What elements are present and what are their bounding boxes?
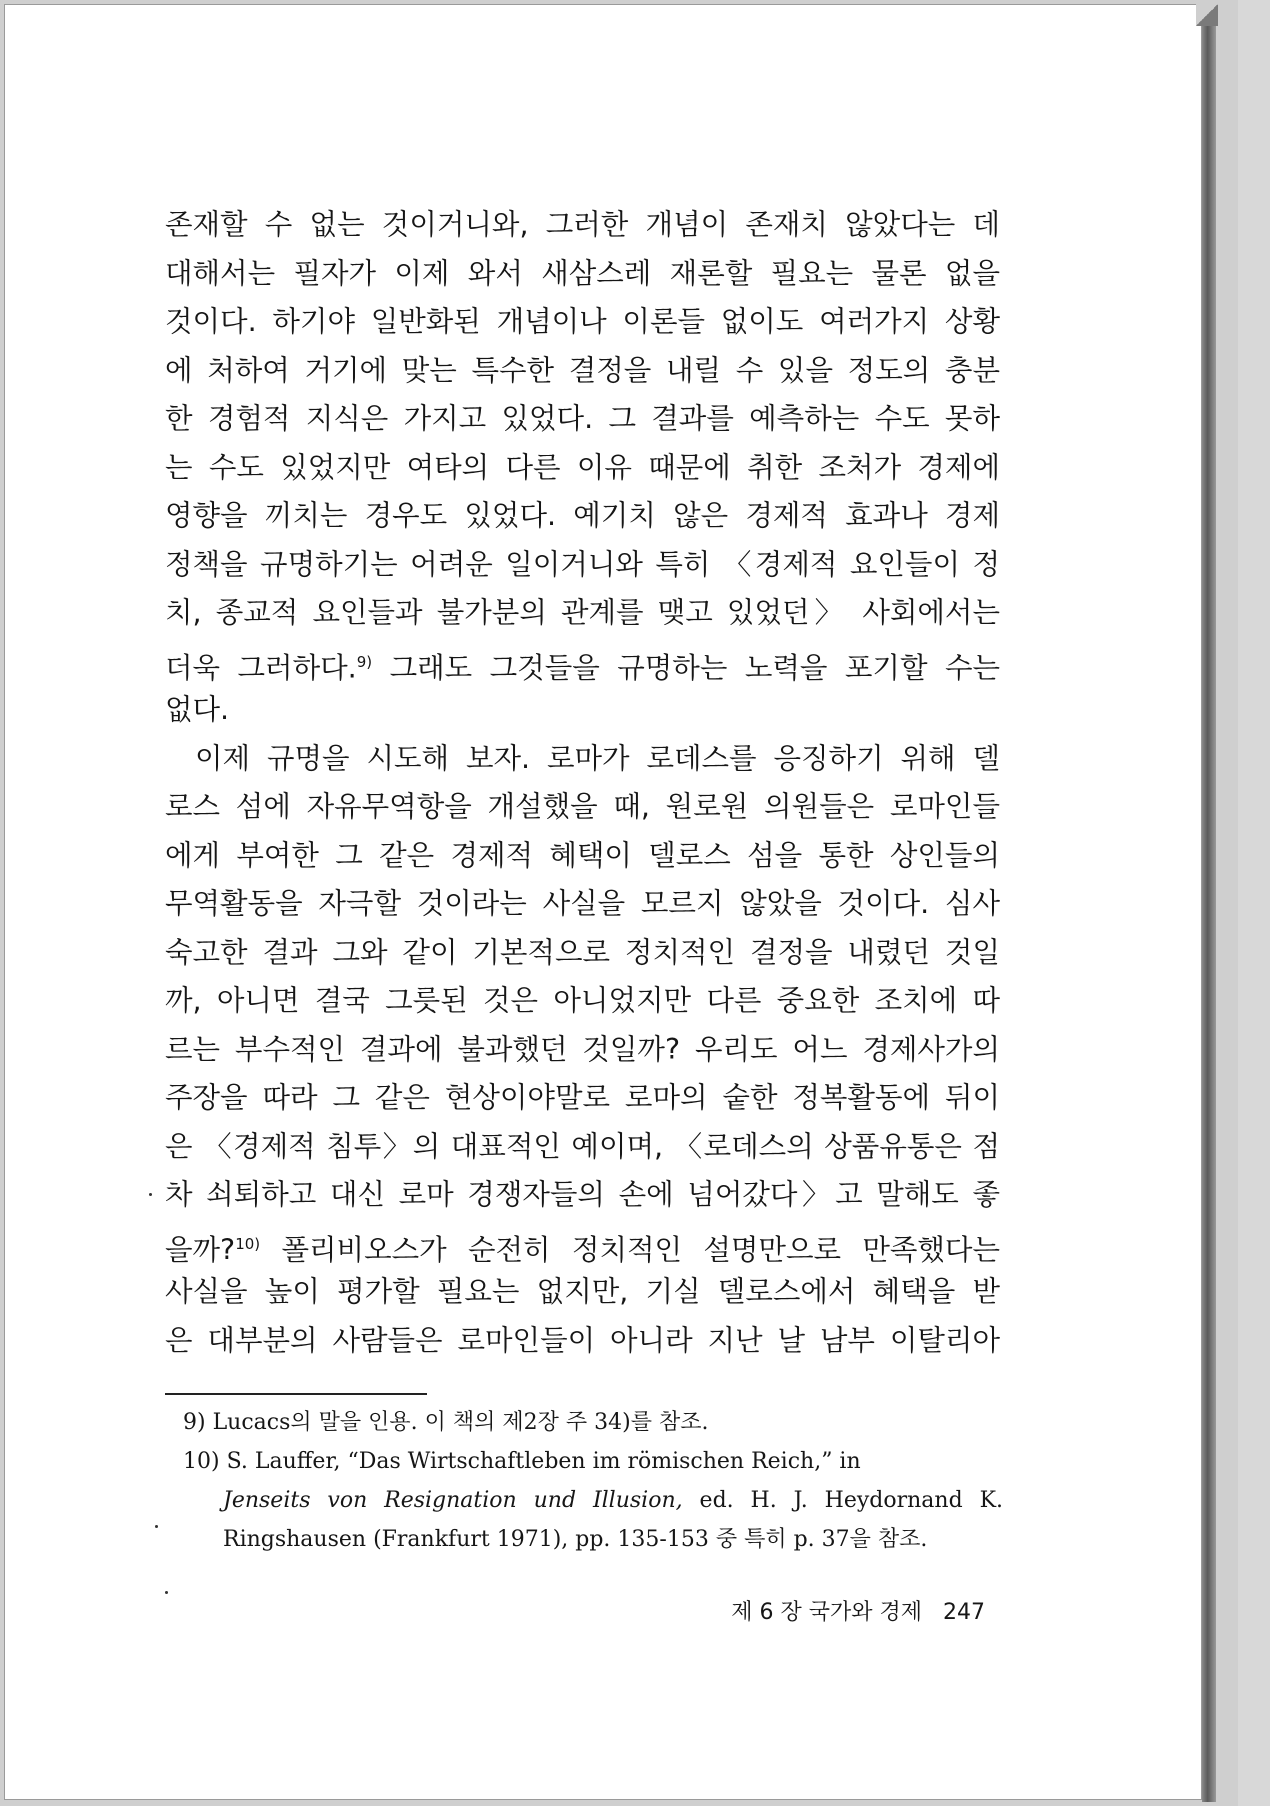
text-line: 정책을 규명하기는 어려운 일이거니와 특히 〈경제적 요인들이 정 xyxy=(165,547,1000,581)
page-edge-shadow xyxy=(1202,12,1216,1802)
text-line: 숙고한 결과 그와 같이 기본적으로 정치적인 결정을 내렸던 것일 xyxy=(165,935,1000,969)
text-line: 는 수도 있었지만 여타의 다른 이유 때문에 취한 조처가 경제에 xyxy=(165,450,1000,484)
paragraph-start: 이제 규명을 시도해 보자. 로마가 로데스를 응징하기 위해 델 xyxy=(195,741,1000,775)
footnote-ref-10[interactable]: 10) xyxy=(235,1234,261,1253)
text-line-tail: 폴리비오스가 순전히 정치적인 설명만으로 만족했다는 xyxy=(281,1233,1000,1266)
footnote-10: 10) S. Lauffer, “Das Wirtschaftleben im römischen Reich,” in xyxy=(183,1449,861,1474)
text-line: 없다. xyxy=(165,693,230,726)
text-line: 을까? xyxy=(165,1233,236,1266)
footnotes xyxy=(183,1403,1003,1559)
text-line: 대해서는 필자가 이제 와서 새삼스레 재론할 필요는 물론 없을 xyxy=(165,256,1000,290)
scan-speck xyxy=(155,1525,158,1528)
text-line: 은 〈경제적 침투〉의 대표적인 예이며, 〈로데스의 상품유통은 점 xyxy=(165,1129,1000,1163)
viewer-scroll-track[interactable] xyxy=(1238,0,1270,1806)
page-curl-corner xyxy=(1196,4,1218,26)
text-line: 주장을 따라 그 같은 현상이야말로 로마의 숱한 정복활동에 뒤이 xyxy=(165,1081,1000,1114)
text-line: 존재할 수 없는 것이거니와, 그러한 개념이 존재치 않았다는 데 xyxy=(165,208,1000,241)
text-line-with-footnote xyxy=(165,638,1000,687)
text-line: 차 쇠퇴하고 대신 로마 경쟁자들의 손에 넘어갔다〉고 말해도 좋 xyxy=(165,1178,1000,1211)
text-line: 무역활동을 자극할 것이라는 사실을 모르지 않았을 것이다. 심사 xyxy=(165,887,1000,920)
body-text xyxy=(165,201,1000,1365)
footnote-9: 9) Lucacs의 말을 인용. 이 책의 제2장 주 34)를 참조. xyxy=(183,1410,709,1435)
text-line: 은 대부분의 사람들은 로마인들이 아니라 지난 날 남부 이탈리아 xyxy=(165,1323,1000,1357)
text-line: 에게 부여한 그 같은 경제적 혜택이 델로스 섬을 통한 상인들의 xyxy=(165,838,1000,872)
scan-speck xyxy=(149,1193,152,1196)
text-line: 르는 부수적인 결과에 불과했던 것일까? 우리도 어느 경제사가의 xyxy=(165,1032,1000,1066)
footnote-ref-9[interactable]: 9) xyxy=(356,652,373,671)
text-line: 것이다. 하기야 일반화된 개념이나 이론들 없이도 여러가지 상황 xyxy=(165,305,1000,338)
text-line-with-footnote xyxy=(165,1220,1000,1269)
scan-speck xyxy=(165,1591,168,1594)
footnote-10-cont: Ringshausen (Frankfurt 1971), pp. 135-153 중 특히 p. 37을 참조. xyxy=(223,1527,928,1552)
text-line: 치, 종교적 요인들과 불가분의 관계를 맺고 있었던〉 사회에서는 xyxy=(165,596,1000,629)
book-page xyxy=(4,4,1202,1800)
chapter-title: 제 6 장 국가와 경제 xyxy=(731,1600,923,1625)
footnote-10-editor: ed. H. J. Heydornand K. xyxy=(699,1488,1004,1513)
footnote-10-cont xyxy=(183,1481,1003,1520)
footnote-10-title: Jenseits von Resignation und Illusion, xyxy=(223,1488,683,1513)
text-line: 한 경험적 지식은 가지고 있었다. 그 결과를 예측하는 수도 못하 xyxy=(165,402,1000,435)
running-footer xyxy=(645,1595,985,1626)
page-number: 247 xyxy=(943,1600,985,1625)
text-line-tail: 그래도 그것들을 규명하는 노력을 포기할 수는 xyxy=(389,651,1001,684)
text-line: 영향을 끼치는 경우도 있었다. 예기치 않은 경제적 효과나 경제 xyxy=(165,499,1000,532)
text-line: 더욱 그러하다. xyxy=(165,651,357,684)
text-line: 로스 섬에 자유무역항을 개설했을 때, 원로원 의원들은 로마인들 xyxy=(165,790,1000,823)
text-line: 사실을 높이 평가할 필요는 없지만, 기실 델로스에서 혜택을 받 xyxy=(165,1275,1000,1308)
text-line: 에 처하여 거기에 맞는 특수한 결정을 내릴 수 있을 정도의 충분 xyxy=(165,353,1000,387)
text-line: 까, 아니면 결국 그릇된 것은 아니었지만 다른 중요한 조치에 따 xyxy=(165,984,1000,1017)
footnote-divider xyxy=(165,1393,427,1395)
